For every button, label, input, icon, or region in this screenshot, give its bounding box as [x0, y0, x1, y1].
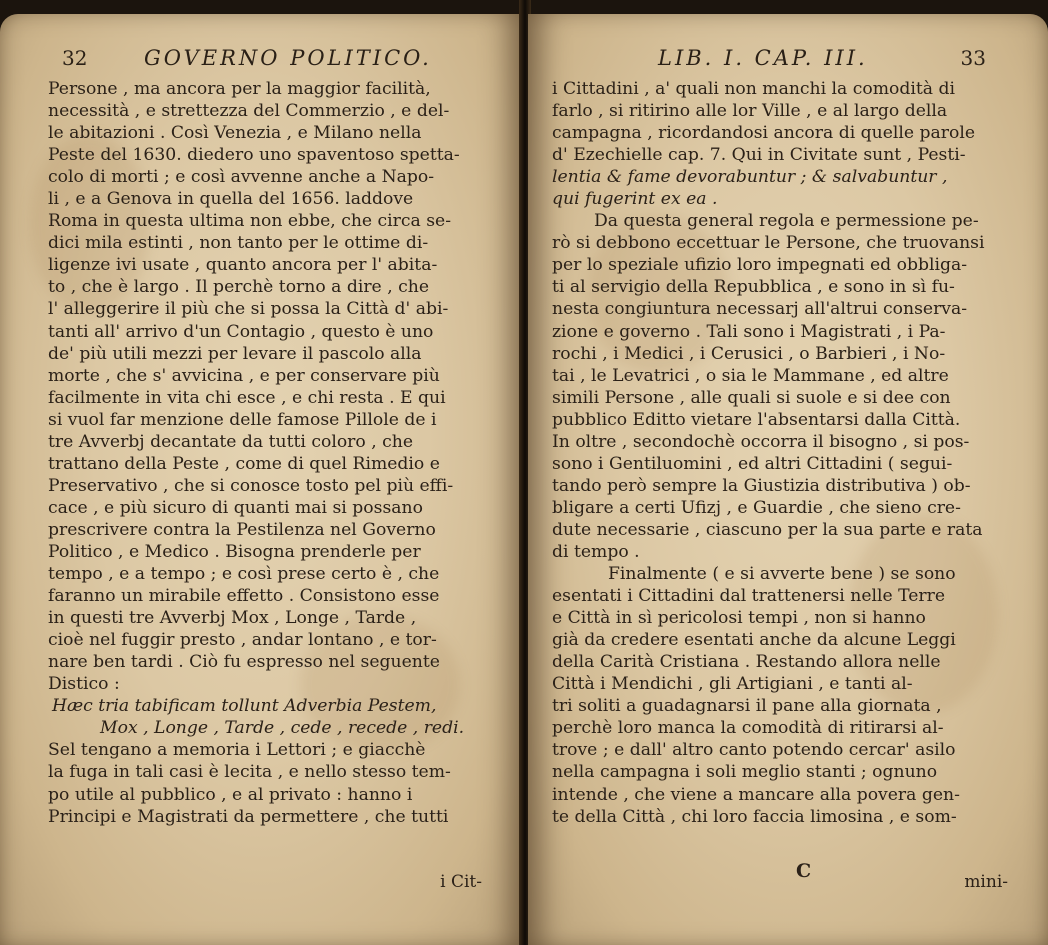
text-line: l' alleggerire il più che si possa la Città d' abi-: [48, 299, 449, 320]
text-line: nella campagna i soli meglio stanti ; ognuno: [552, 762, 938, 783]
text-line: Politico , e Medico . Bisogna prenderle per: [48, 541, 421, 562]
text-line: perchè loro manca la comodità di ritirarsi al-: [552, 718, 944, 739]
signature-mark: C: [796, 860, 812, 882]
text-line: Principi e Magistrati da permettere , che tutti: [48, 806, 449, 827]
text-line: Persone , ma ancora per la maggior facilità,: [48, 79, 431, 99]
text-line: necessità , e strettezza del Commerzio , e del-: [48, 101, 450, 122]
text-line: intende , che viene a mancare alla povera gen-: [552, 784, 960, 805]
text-line: morte , che s' avvicina , e per conservare più: [48, 365, 440, 386]
right-page: [528, 14, 1048, 945]
text-line: della Carità Cristiana . Restando allora nelle: [552, 652, 941, 673]
text-line: rò si debbono eccettuar le Persone, che truovansi: [552, 233, 985, 254]
text-line: qui fugerint ex ea .: [552, 189, 718, 210]
page-number: 33: [960, 46, 986, 70]
right-page-text: [552, 78, 1034, 828]
text-line: campagna , ricordandosi ancora di quelle parole: [552, 123, 976, 144]
text-line: po utile al pubblico , e al privato : hanno i: [48, 784, 413, 805]
page-number: 32: [62, 46, 88, 70]
text-line: di tempo .: [552, 541, 640, 562]
text-line: e Città in sì pericolosi tempi , non si hanno: [552, 608, 926, 629]
text-line: Sel tengano a memoria i Lettori ; e giacchè: [48, 740, 426, 761]
left-page-text: [48, 78, 508, 828]
text-line: Distico :: [48, 674, 120, 695]
left-page-header: [62, 46, 482, 80]
catchword: i Cit-: [440, 872, 482, 892]
text-line: tanti all' arrivo d'un Contagio , questo è uno: [48, 321, 434, 342]
verse-line: Mox , Longe , Tarde , cede , recede , redi.: [100, 718, 465, 739]
text-line: la fuga in tali casi è lecita , e nello stesso tem-: [48, 762, 451, 783]
text-line: bligare a certi Ufizj , e Guardie , che sieno cre-: [552, 497, 961, 518]
text-line: dute necessarie , ciascuno per la sua parte e rata: [552, 519, 983, 540]
text-line: faranno un mirabile effetto . Consistono esse: [48, 586, 440, 607]
text-line: cace , e più sicuro di quanti mai si possano: [48, 497, 423, 518]
text-line: Finalmente ( e si avverte bene ) se sono: [608, 564, 956, 585]
running-title: LIB. I. CAP. III.: [658, 46, 868, 70]
text-line: nesta congiuntura necessarj all'altrui conserva-: [552, 299, 968, 320]
text-line: ti al servigio della Repubblica , e sono in sì fu-: [552, 277, 955, 298]
text-line: facilmente in vita chi esce , e chi resta . E qui: [48, 387, 446, 408]
text-line: sono i Gentiluomini , ed altri Cittadini ( segui-: [552, 453, 953, 474]
text-line: esentati i Cittadini dal trattenersi nelle Terre: [552, 586, 946, 607]
text-line: le abitazioni . Così Venezia , e Milano nella: [48, 123, 422, 144]
text-line: tre Avverbj decantate da tutti coloro , che: [48, 431, 413, 452]
text-line: rochi , i Medici , i Cerusici , o Barbieri , i No-: [552, 343, 946, 364]
catchword: mini-: [964, 872, 1008, 892]
right-page-header: [658, 46, 986, 80]
text-line: nare ben tardi . Ciò fu espresso nel seguente: [48, 652, 440, 673]
text-line: Preservativo , che si conosce tosto pel più effi-: [48, 475, 454, 496]
text-line: dici mila estinti , non tanto per le ottime di-: [48, 233, 429, 254]
text-line: to , che è largo . Il perchè torno a dire , che: [48, 277, 429, 298]
text-line: In oltre , secondochè occorra il bisogno , si pos-: [552, 431, 970, 452]
text-line: tri soliti a guadagnarsi il pane alla giornata ,: [552, 696, 942, 717]
text-line: Roma in questa ultima non ebbe, che circa se-: [48, 211, 452, 232]
text-line: pubblico Editto vietare l'absentarsi dalla Città.: [552, 409, 961, 430]
text-line: Da questa general regola e permessione pe-: [594, 211, 979, 232]
text-line: d' Ezechielle cap. 7. Qui in Civitate sunt , Pesti-: [552, 145, 966, 166]
text-line: Peste del 1630. diedero uno spaventoso spetta-: [48, 145, 460, 166]
text-line: per lo speziale ufizio loro impegnati ed obbliga-: [552, 255, 968, 276]
verse-line: Hæc tria tabificam tollunt Adverbia Pestem,: [52, 696, 437, 717]
text-line: tempo , e a tempo ; e così prese certo è , che: [48, 564, 440, 585]
text-line: trove ; e dall' altro canto potendo cercar' asilo: [552, 740, 956, 761]
text-line: simili Persone , alle quali si suole e si dee con: [552, 387, 951, 408]
text-line: farlo , si ritirino alle lor Ville , e al largo della: [552, 101, 948, 122]
text-line: tai , le Levatrici , o sia le Mammane , ed altre: [552, 365, 949, 386]
text-line: ligenze ivi usate , quanto ancora per l' abita-: [48, 255, 438, 276]
text-line: prescrivere contra la Pestilenza nel Governo: [48, 519, 436, 540]
left-page: [0, 14, 522, 945]
text-line: trattano della Peste , come di quel Rimedio e: [48, 453, 440, 474]
text-line: lentia & fame devorabuntur ; & salvabuntur ,: [552, 167, 948, 188]
text-line: de' più utili mezzi per levare il pascolo alla: [48, 343, 422, 364]
text-line: colo di morti ; e così avvenne anche a Napo-: [48, 167, 435, 188]
text-line: tando però sempre la Giustizia distributiva ) ob-: [552, 475, 971, 496]
running-title: GOVERNO POLITICO.: [144, 46, 432, 70]
text-line: li , e a Genova in quella del 1656. laddove: [48, 189, 414, 210]
text-line: già da credere esentati anche da alcune Leggi: [552, 630, 956, 651]
text-line: te della Città , chi loro faccia limosina , e som-: [552, 806, 957, 827]
text-line: i Cittadini , a' quali non manchi la comodità di: [552, 79, 955, 99]
text-line: zione e governo . Tali sono i Magistrati , i Pa-: [552, 321, 946, 342]
text-line: si vuol far menzione delle famose Pillole de i: [48, 409, 437, 430]
text-line: Città i Mendichi , gli Artigiani , e tanti al-: [552, 674, 913, 695]
text-line: in questi tre Avverbj Mox , Longe , Tarde ,: [48, 608, 417, 629]
text-line: cioè nel fuggir presto , andar lontano , e tor-: [48, 630, 437, 651]
